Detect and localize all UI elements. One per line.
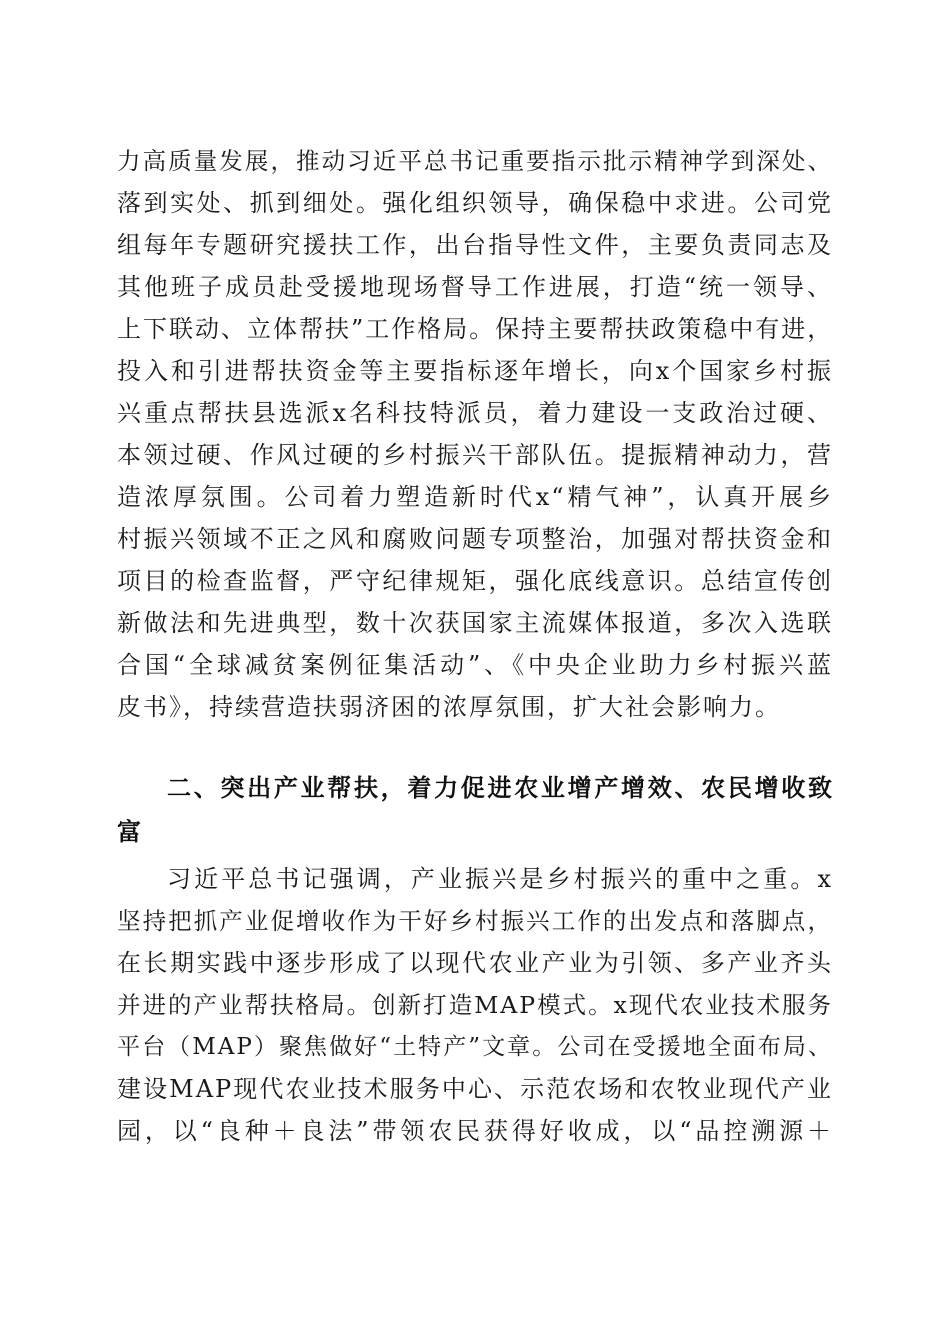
text-line: 在长期实践中逐步形成了以现代农业产业为引领、多产业齐头: [117, 949, 833, 977]
paragraph-2: [117, 858, 833, 1152]
text-line: 造浓厚氛围。公司着力塑造新时代x“精气神”，认真开展乡: [117, 483, 833, 511]
text-line: 其他班子成员赴受援地现场督导工作进展，打造“统一领导、: [117, 273, 833, 301]
text-line: 平台（MAP）聚焦做好“土特产”文章。公司在受援地全面布局、: [117, 1034, 833, 1060]
section-heading: [117, 766, 833, 854]
heading-line: 富: [117, 818, 142, 846]
text-line: 本领过硬、作风过硬的乡村振兴干部队伍。提振精神动力，营: [117, 441, 833, 469]
text-line: 并进的产业帮扶格局。创新打造MAP模式。x现代农业技术服务: [117, 991, 833, 1019]
paragraph-1: [117, 140, 833, 728]
text-line: 合国“全球减贫案例征集活动”、《中央企业助力乡村振兴蓝: [117, 651, 833, 679]
text-line: 皮书》，持续营造扶弱济困的浓厚氛围，扩大社会影响力。: [117, 693, 781, 721]
text-line: 上下联动、立体帮扶”工作格局。保持主要帮扶政策稳中有进，: [117, 315, 834, 343]
text-line: 建设MAP现代农业技术服务中心、示范农场和农牧业现代产业: [117, 1075, 833, 1103]
text-line: 兴重点帮扶县选派x名科技特派员，着力建设一支政治过硬、: [117, 399, 833, 427]
text-line: 力高质量发展，推动习近平总书记重要指示批示精神学到深处、: [117, 147, 833, 175]
text-line: 投入和引进帮扶资金等主要指标逐年增长，向x个国家乡村振: [117, 357, 833, 385]
text-line: 村振兴领域不正之风和腐败问题专项整治，加强对帮扶资金和: [117, 525, 833, 553]
heading-line: 二、突出产业帮扶，着力促进农业增产增效、农民增收致: [167, 774, 833, 802]
text-line: 项目的检查监督，严守纪律规矩，强化底线意识。总结宣传创: [117, 567, 833, 595]
text-line: 园，以“良种＋良法”带领农民获得好收成，以“品控溯源＋: [117, 1117, 833, 1145]
text-line: 习近平总书记强调，产业振兴是乡村振兴的重中之重。x: [167, 865, 833, 893]
text-line: 新做法和先进典型，数十次获国家主流媒体报道，多次入选联: [117, 609, 833, 637]
text-line: 坚持把抓产业促增收作为干好乡村振兴工作的出发点和落脚点，: [117, 907, 833, 935]
text-line: 落到实处、抓到细处。强化组织领导，确保稳中求进。公司党: [117, 189, 833, 217]
text-line: 组每年专题研究援扶工作，出台指导性文件，主要负责同志及: [117, 231, 833, 259]
